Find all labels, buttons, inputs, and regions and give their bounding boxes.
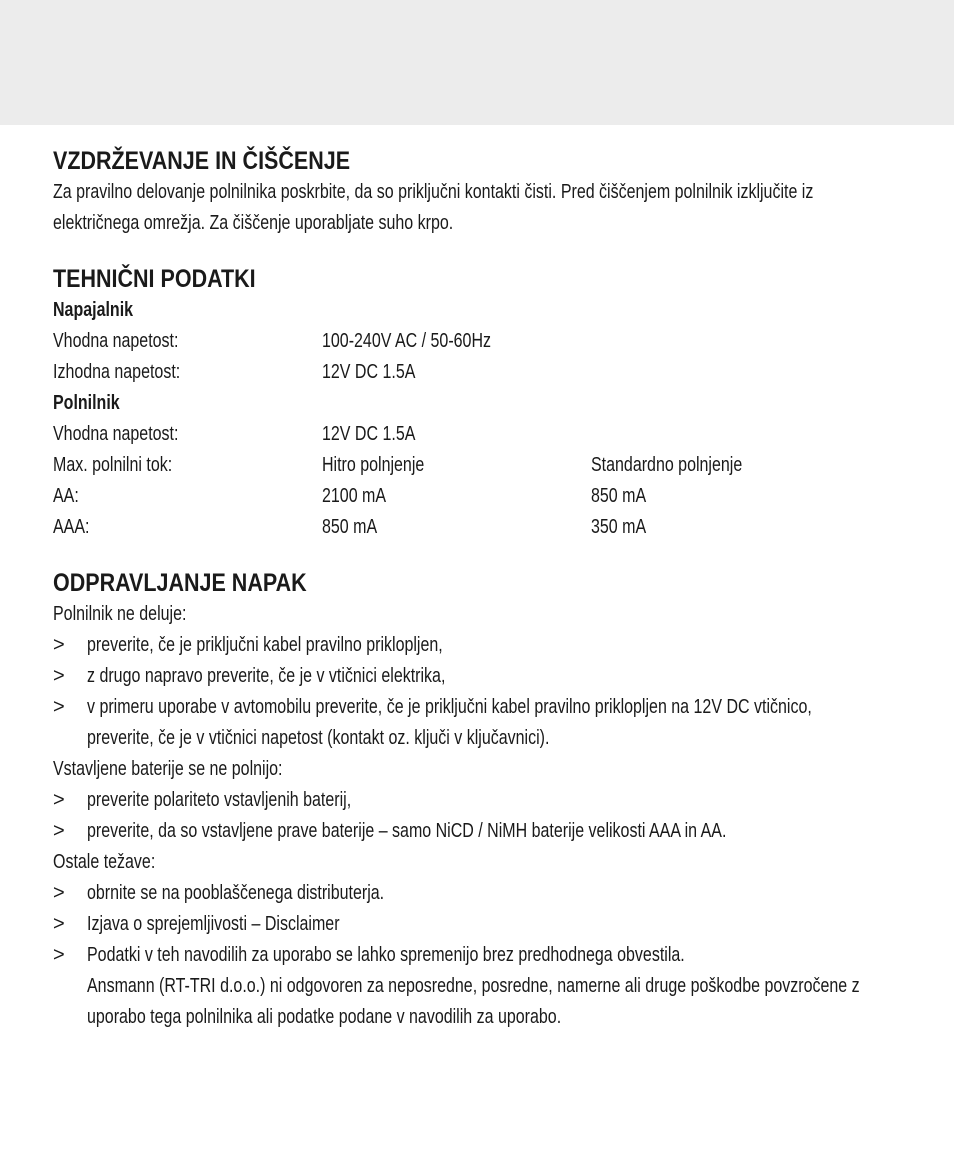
maintenance-line: Za pravilno delovanje polnilnika poskrbite, da so priključni kontakti čisti. Pred čiščenjem polnilnik izključite iz	[53, 181, 814, 203]
spec-label: Vhodna napetost:	[53, 330, 179, 352]
bullet-marker: >	[53, 882, 65, 904]
document-body	[53, 145, 903, 1033]
list-item	[53, 692, 903, 754]
bullet-marker: >	[53, 789, 65, 811]
power-supply-heading: Napajalnik	[53, 299, 134, 321]
list-item	[53, 630, 903, 661]
maintenance-title: VZDRŽEVANJE IN ČIŠČENJE	[53, 147, 351, 175]
spec-value: 12V DC 1.5A	[322, 361, 416, 383]
list-item-text: Ansmann (RT-TRI d.o.o.) ni odgovoren za neposredne, posredne, namerne ali druge poškodbe povzročene z	[87, 975, 860, 997]
spec-row	[53, 357, 903, 388]
troubleshooting-title: ODPRAVLJANJE NAPAK	[53, 569, 307, 597]
spec-row	[53, 419, 903, 450]
list-item-text: v primeru uporabe v avtomobilu preverite, če je priključni kabel pravilno priklopljen na 12V DC vtičnico,	[87, 696, 812, 718]
list-item-text: Izjava o sprejemljivosti – Disclaimer	[87, 913, 340, 935]
list-item	[53, 909, 903, 940]
list-item	[53, 878, 903, 909]
spec-label: Izhodna napetost:	[53, 361, 181, 383]
list-item-text: uporabo tega polnilnika ali podatke podane v navodilih za uporabo.	[87, 1006, 562, 1028]
problem-intro: Vstavljene baterije se ne polnijo:	[53, 758, 283, 780]
bullet-marker: >	[53, 820, 65, 842]
spacer	[53, 543, 903, 567]
spec-value: 850 mA	[322, 516, 378, 538]
charger-heading: Polnilnik	[53, 392, 120, 414]
list-item-text: obrnite se na pooblaščenega distributerja.	[87, 882, 385, 904]
spacer	[53, 239, 903, 263]
spec-column-fast: Hitro polnjenje	[322, 454, 425, 476]
bullet-marker: >	[53, 634, 65, 656]
list-item	[53, 940, 903, 1033]
bullet-marker: >	[53, 913, 65, 935]
list-item	[53, 785, 903, 816]
technical-section	[53, 263, 903, 543]
bullet-marker: >	[53, 944, 65, 966]
spec-label: Vhodna napetost:	[53, 423, 179, 445]
problem-intro: Polnilnik ne deluje:	[53, 603, 187, 625]
list-item-text: preverite, če je priključni kabel pravilno priklopljen,	[87, 634, 443, 656]
spec-row	[53, 450, 903, 481]
spec-value: 2100 mA	[322, 485, 387, 507]
list-item	[53, 661, 903, 692]
spec-row	[53, 481, 903, 512]
spec-label: Max. polnilni tok:	[53, 454, 173, 476]
list-item-text: preverite, če je v vtičnici napetost (kontakt oz. ključi v ključavnici).	[87, 727, 550, 749]
spec-row	[53, 512, 903, 543]
list-item-text: z drugo napravo preverite, če je v vtičnici elektrika,	[87, 665, 446, 687]
problem-intro: Ostale težave:	[53, 851, 156, 873]
list-item-text: preverite, da so vstavljene prave baterije – samo NiCD / NiMH baterije velikosti AAA in AA.	[87, 820, 727, 842]
spec-value: 850 mA	[591, 485, 647, 507]
spec-value: 100-240V AC / 50-60Hz	[322, 330, 491, 352]
spec-row	[53, 326, 903, 357]
bullet-marker: >	[53, 665, 65, 687]
troubleshooting-section	[53, 567, 903, 1033]
technical-title: TEHNIČNI PODATKI	[53, 265, 256, 293]
maintenance-line: električnega omrežja. Za čiščenje uporabljate suho krpo.	[53, 212, 454, 234]
spec-column-standard: Standardno polnjenje	[591, 454, 743, 476]
maintenance-text	[53, 177, 903, 239]
spec-label: AA:	[53, 485, 79, 507]
bullet-marker: >	[53, 696, 65, 718]
spec-label: AAA:	[53, 516, 90, 538]
list-item-text: Podatki v teh navodilih za uporabo se lahko spremenijo brez predhodnega obvestila.	[87, 944, 685, 966]
list-item-text: preverite polariteto vstavljenih baterij,	[87, 789, 352, 811]
header-band	[0, 0, 954, 125]
spec-value: 350 mA	[591, 516, 647, 538]
maintenance-section	[53, 145, 903, 239]
list-item	[53, 816, 903, 847]
spec-value: 12V DC 1.5A	[322, 423, 416, 445]
